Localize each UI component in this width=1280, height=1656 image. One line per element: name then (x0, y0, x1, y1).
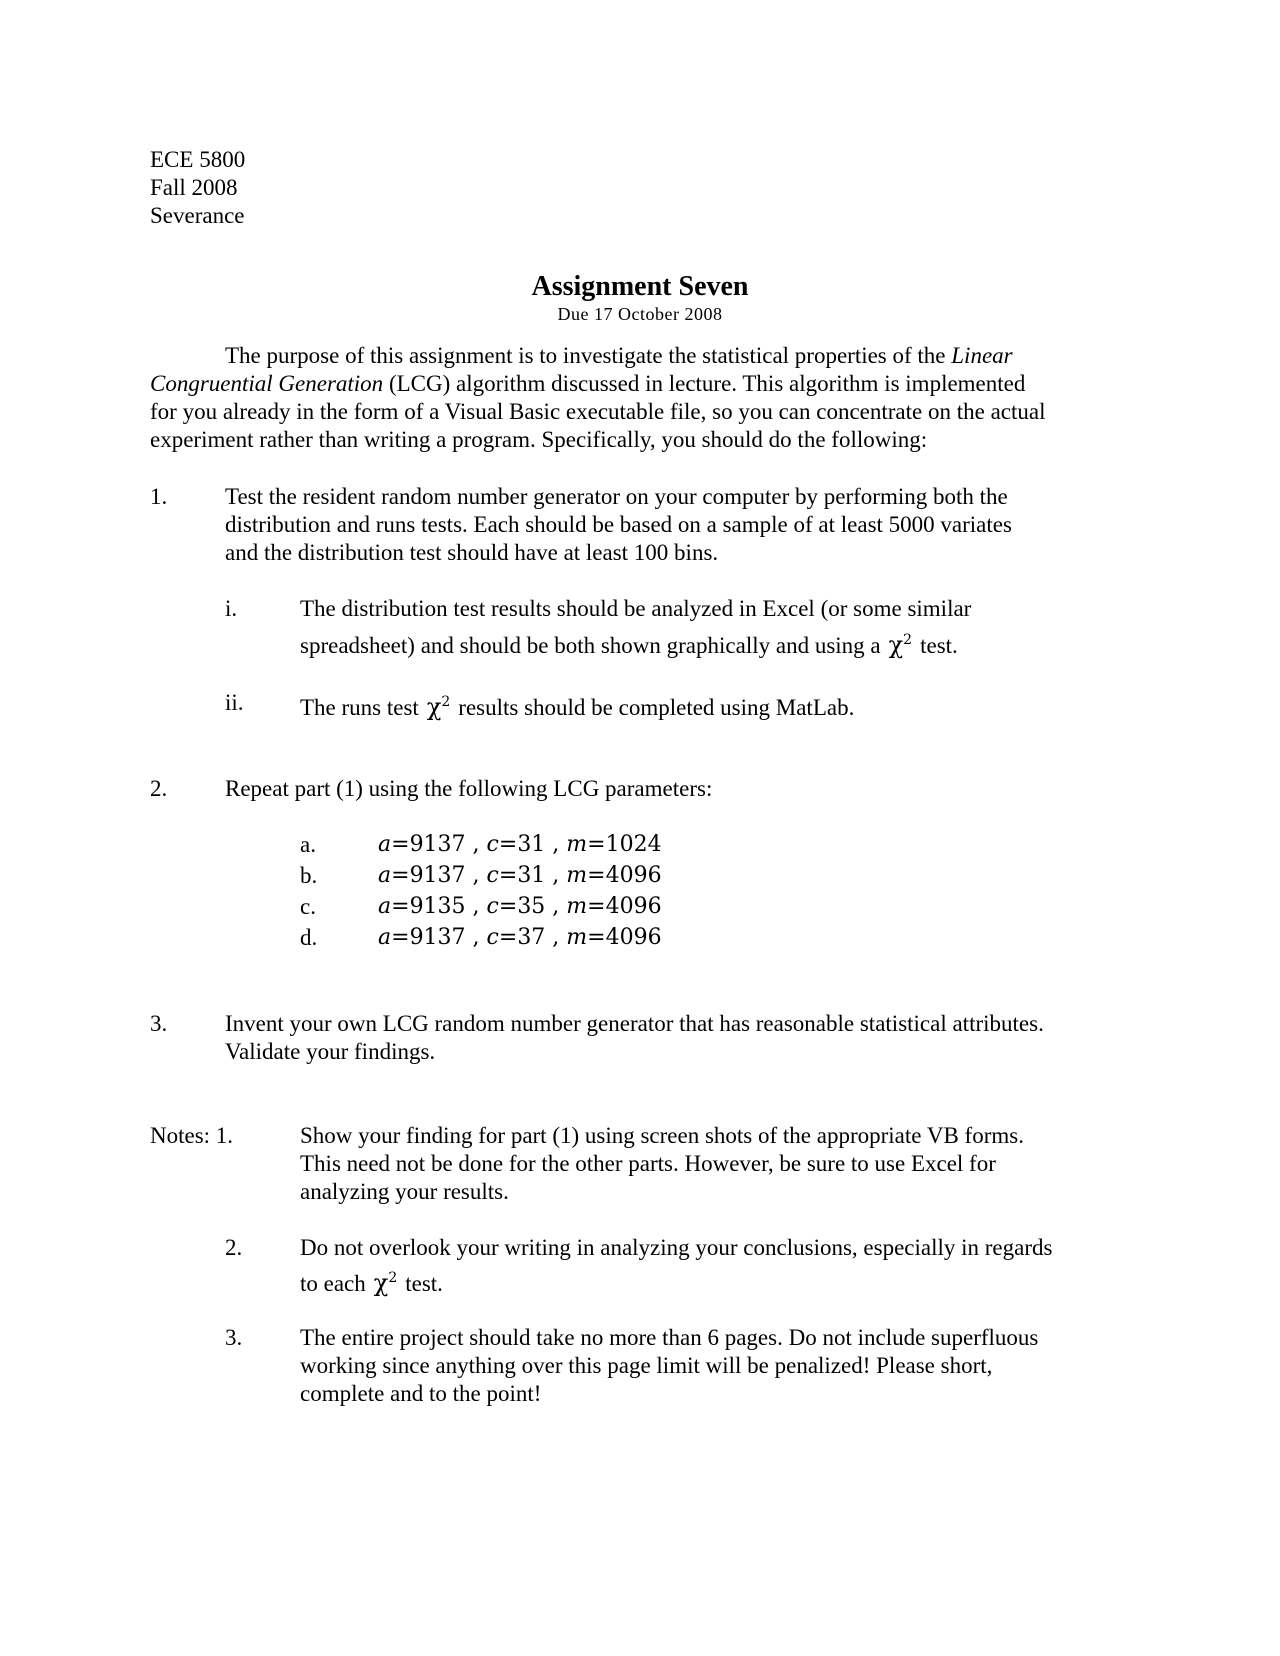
item-1-number: 1. (150, 484, 168, 509)
item-3-line: Validate your findings. (225, 1039, 436, 1064)
param-equation: a=9137 , c=37 , m=4096 (378, 925, 662, 950)
item-1-line: distribution and runs tests. Each should be based on a sample of at least 5000 variates (225, 512, 1012, 537)
item-1-i-line: The distribution test results should be analyzed in Excel (or some similar (300, 596, 972, 621)
note-1-line: analyzing your results. (300, 1179, 509, 1204)
assignment-title: Assignment Seven (531, 271, 749, 302)
item-3-line: Invent your own LCG random number generator that has reasonable statistical attributes. (225, 1011, 1044, 1036)
item-2-number: 2. (150, 776, 168, 801)
note-1-line: Show your finding for part (1) using screen shots of the appropriate VB forms. (300, 1123, 1024, 1148)
item-3-number: 3. (150, 1011, 168, 1036)
chi-squared-symbol: $\chi^2$ (373, 1269, 398, 1297)
note-3-line: working since anything over this page limit will be penalized! Please short, (300, 1353, 993, 1378)
item-1-line: and the distribution test should have at least 100 bins. (225, 540, 719, 565)
due-date: Due 17 October 2008 (557, 304, 723, 324)
item-2-text: Repeat part (1) using the following LCG parameters: (225, 776, 713, 801)
instructor-name: Severance (150, 203, 245, 228)
course-term: Fall 2008 (150, 175, 238, 200)
param-label: c. (300, 894, 316, 919)
note-3-line: complete and to the point! (300, 1381, 542, 1406)
note-2-line: Do not overlook your writing in analyzing your conclusions, especially in regards (300, 1235, 1053, 1260)
item-1-i-line: spreadsheet) and should be both shown graphically and using a $\chi^2$ test. (300, 631, 958, 659)
item-1-line: Test the resident random number generator on your computer by performing both the (225, 484, 1008, 509)
param-label: d. (300, 925, 318, 950)
param-label: b. (300, 863, 318, 888)
param-label: a. (300, 832, 316, 857)
chi-squared-symbol: $\chi^2$ (426, 693, 451, 721)
intro-line-3: for you already in the form of a Visual Basic executable file, so you can concentrate on the actual (150, 399, 1046, 424)
param-equation: a=9135 , c=35 , m=4096 (378, 894, 662, 919)
chi-squared-symbol: $\chi^2$ (888, 631, 913, 659)
item-1-ii-line: The runs test $\chi^2$ results should be completed using MatLab. (300, 693, 855, 721)
course-number: ECE 5800 (150, 147, 246, 172)
note-3-number: 3. (225, 1325, 243, 1350)
param-equation: a=9137 , c=31 , m=1024 (378, 832, 662, 857)
intro-line-4: experiment rather than writing a program. Specifically, you should do the following: (150, 427, 928, 452)
note-2-number: 2. (225, 1235, 243, 1260)
item-1-ii-number: ii. (225, 690, 244, 715)
note-2-line: to each $\chi^2$ test. (300, 1269, 443, 1297)
note-3-line: The entire project should take no more than 6 pages. Do not include superfluous (300, 1325, 1039, 1350)
notes-label: Notes: 1. (150, 1123, 234, 1148)
note-1-line: This need not be done for the other parts. However, be sure to use Excel for (300, 1151, 996, 1176)
intro-line-2: Congruential Generation (LCG) algorithm discussed in lecture. This algorithm is implemented (150, 371, 1026, 396)
item-1-i-number: i. (225, 596, 238, 621)
param-equation: a=9137 , c=31 , m=4096 (378, 863, 662, 888)
intro-line-1: The purpose of this assignment is to investigate the statistical properties of the Linear (225, 343, 1013, 368)
